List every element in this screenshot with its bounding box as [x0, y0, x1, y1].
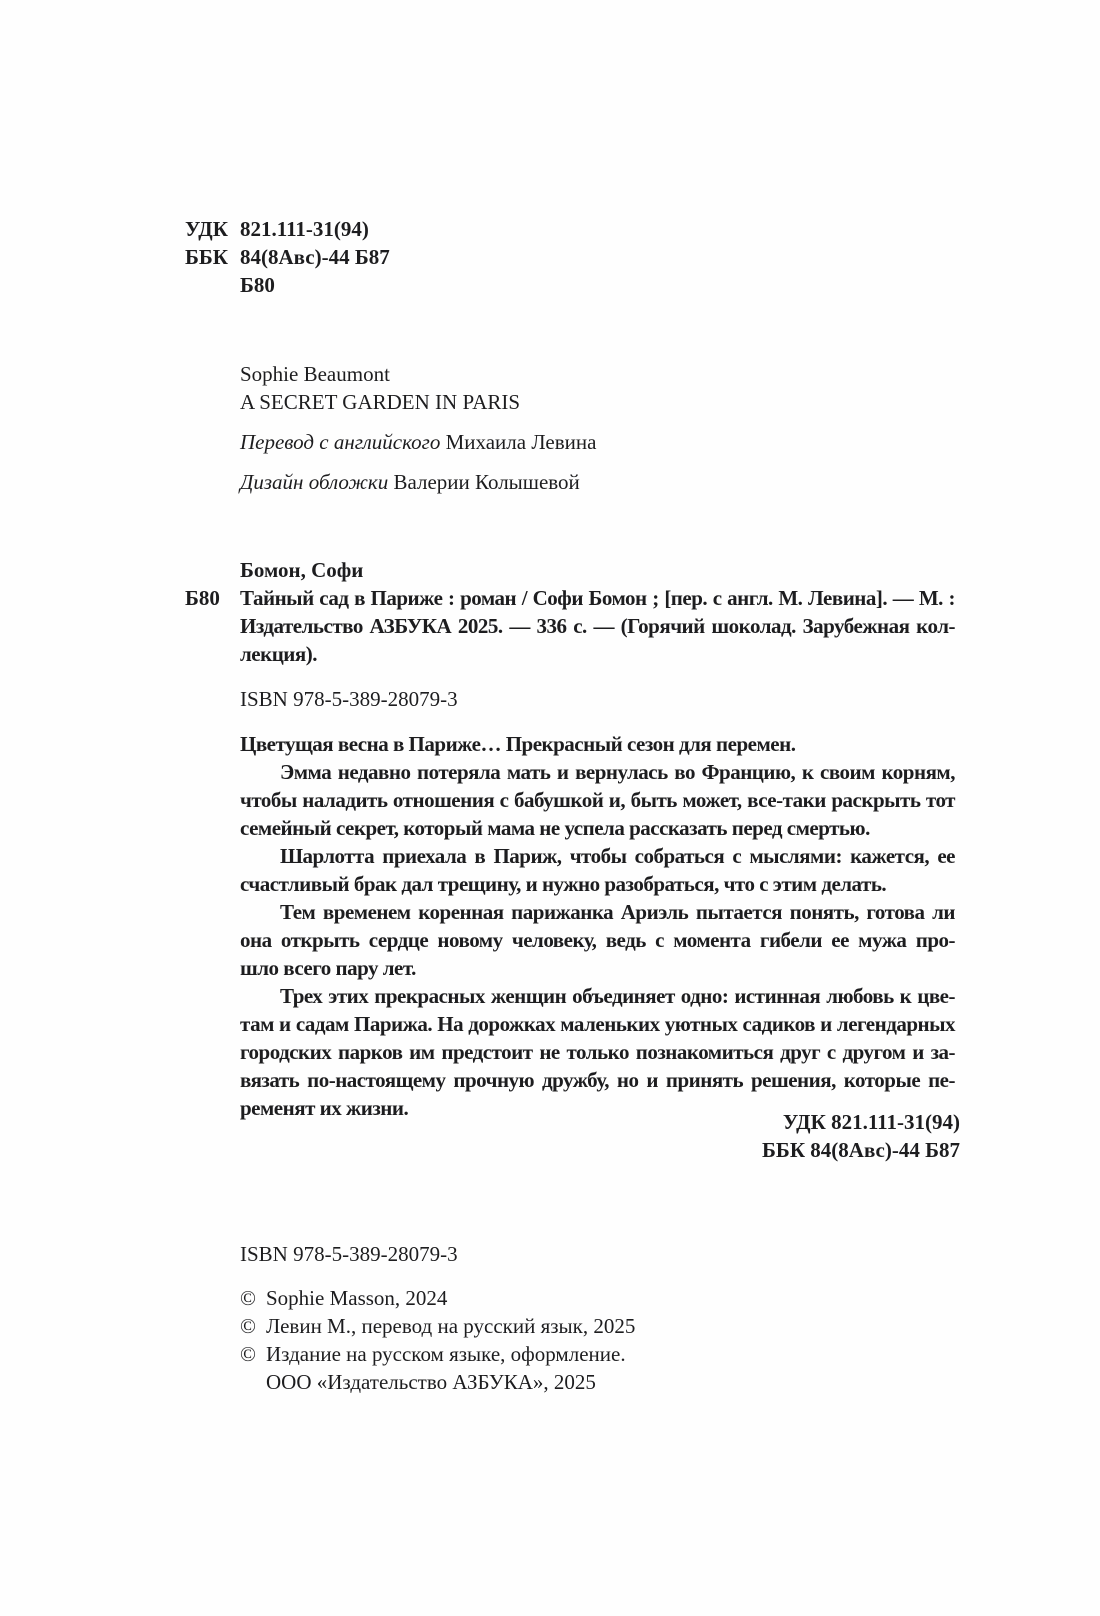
- copyright-text: Sophie Masson, 2024: [266, 1286, 448, 1310]
- text-line: Цветущая весна в Париже… Прекрасный сезон для перемен.: [240, 732, 796, 756]
- translation-credit: [240, 428, 596, 456]
- cover-design-credit: [240, 468, 580, 496]
- udk-value: 821.111-31(94): [240, 217, 369, 241]
- translation-label: Перевод с английского: [240, 430, 441, 454]
- text-line: городских парков им предстоит не только познакомиться друг с другом и за-: [240, 1040, 955, 1064]
- udk-label: УДК: [185, 217, 228, 241]
- copyright-text: Издание на русском языке, оформление.: [266, 1342, 626, 1366]
- copyright-text: ООО «Издательство АЗБУКА», 2025: [266, 1370, 596, 1394]
- isbn-top: ISBN 978-5-389-28079-3: [240, 687, 458, 711]
- copyright-sign: ©: [240, 1314, 256, 1338]
- text-line: чтобы наладить отношения с бабушкой и, быть может, все-таки раскрыть тот: [240, 788, 955, 812]
- text-line: Издательство АЗБУКА 2025. — 336 с. — (Горячий шоколад. Зарубежная кол-: [240, 614, 955, 638]
- author-sign-code: Б80: [240, 273, 275, 297]
- text-line: счастливый брак дал трещину, и нужно разобраться, что с этим делать.: [240, 872, 887, 896]
- text-line: лекция).: [240, 642, 318, 666]
- cover-designer-name: Валерии Колышевой: [393, 470, 580, 494]
- bib-heading: Бомон, Софи: [240, 558, 364, 582]
- bib-label: Б80: [185, 586, 220, 610]
- bbk-right: ББК 84(8Авс)-44 Б87: [762, 1138, 960, 1162]
- copyright-sign: ©: [240, 1286, 256, 1310]
- annotation: [240, 730, 955, 1122]
- text-line: Тем временем коренная парижанка Ариэль пытается понять, готова ли: [280, 900, 955, 924]
- text-line: вязать по-настоящему прочную дружбу, но и принять решения, которые пе-: [240, 1068, 955, 1092]
- copyright-text: Левин М., перевод на русский язык, 2025: [266, 1314, 636, 1338]
- bib-entry: [240, 584, 955, 668]
- copyright-block: [240, 1284, 635, 1396]
- text-line: семейный секрет, который мама не успела рассказать перед смертью.: [240, 816, 870, 840]
- text-line: Шарлотта приехала в Париж, чтобы собраться с мыслями: кажется, ее: [280, 844, 955, 868]
- text-line: Тайный сад в Париже : роман / Софи Бомон ; [пер. с англ. М. Левина]. — М. :: [240, 586, 955, 610]
- original-title: A SECRET GARDEN IN PARIS: [240, 390, 521, 414]
- udk-row: [185, 215, 390, 243]
- original-title-block: [240, 360, 520, 416]
- copyright-line: [240, 1284, 635, 1312]
- text-line: Трех этих прекрасных женщин объединяет одно: истинная любовь к цве-: [280, 984, 955, 1008]
- copyright-line: [240, 1340, 635, 1368]
- udk-bbk-right: [762, 1108, 960, 1164]
- text-line: Эмма недавно потеряла мать и вернулась во Францию, к своим корням,: [280, 760, 955, 784]
- bbk-row: [185, 243, 390, 271]
- text-line: она открыть сердце новому человеку, ведь с момента гибели ее мужа про-: [240, 928, 955, 952]
- bbk-label: ББК: [185, 245, 228, 269]
- bbk-value: 84(8Авс)-44 Б87: [240, 245, 390, 269]
- text-line: ременят их жизни.: [240, 1096, 409, 1120]
- copyright-line: [240, 1312, 635, 1340]
- original-author: Sophie Beaumont: [240, 362, 390, 386]
- text-line: шло всего пару лет.: [240, 956, 416, 980]
- text-line: там и садам Парижа. На дорожках маленьких уютных садиков и легендарных: [240, 1012, 955, 1036]
- copyright-line: [240, 1368, 635, 1396]
- cover-design-label: Дизайн обложки: [240, 470, 389, 494]
- copyright-sign: ©: [240, 1342, 256, 1366]
- isbn-bottom: ISBN 978-5-389-28079-3: [240, 1242, 458, 1266]
- udk-bbk-codes: [185, 215, 390, 299]
- translator-name: Михаила Левина: [445, 430, 597, 454]
- udk-right: УДК 821.111-31(94): [782, 1110, 960, 1134]
